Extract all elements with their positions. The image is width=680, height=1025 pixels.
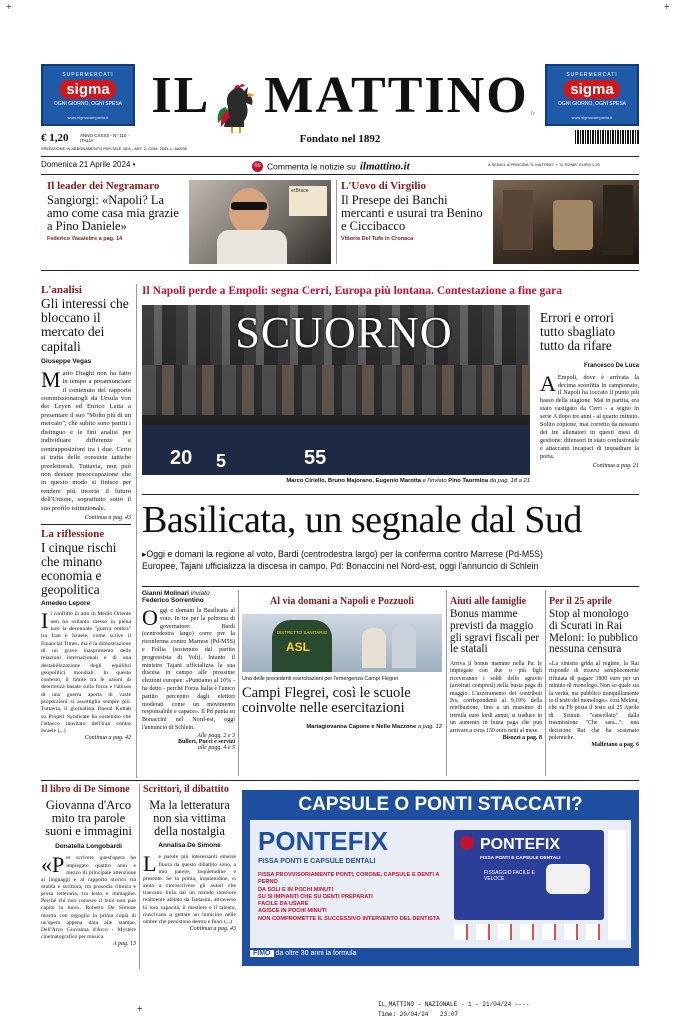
caption-mid: e l'inviato [422, 478, 447, 484]
kicker: L'Uovo di Virgilio [341, 180, 426, 192]
headline: Bonus mamme previsti da maggio gli sgravi fiscali per le statali [450, 608, 540, 656]
byline: Malfetano a pag. 6 [591, 742, 639, 749]
photo-caption [200, 478, 530, 484]
masthead-rule-2 [41, 174, 639, 175]
rooster-icon [214, 83, 260, 133]
body: Mario Draghi non ha fatto in tempo a preannunciare il contenuto del rapporto commissionatogli da Ursula von der Leyen ed Enrico Letta a presentare il suo "Molto più di un mercato", che subito sono partiti i distinguo e le fini analisi per individuare differenze e contrapposizioni tra i due. Certo si tratta delle consuete tattiche preelettorali. Tuttavia, non può non destare preoccupazione che in questo modo si finisce per rendere più incerto il futuro dell'Unione, soprattutto sotto il suo profilo istituzionale. [41, 366, 131, 512]
photo-fans [142, 305, 530, 475]
byline-1 [142, 590, 235, 597]
ad-pontefix[interactable] [242, 790, 639, 966]
col-divider [238, 590, 239, 776]
col-divider [139, 784, 140, 969]
footer-brand: FIMO [250, 950, 274, 957]
pages: Alle pagg. 2 e 3 [197, 732, 235, 739]
ad-foot: www.sigmacampania.it [67, 115, 109, 120]
shirt-number-1: 20 [170, 447, 193, 469]
vest-text: DISTRETTO SANITARIO [276, 630, 328, 635]
crop-mark-icon: + [6, 2, 12, 13]
comment-bar[interactable] [252, 157, 482, 173]
article-errori[interactable] [540, 311, 639, 491]
headline: Gli interessi che bloccano il mercato dei capitali [41, 296, 129, 354]
col-divider [136, 284, 137, 778]
footer-text: da oltre 30 anni la formula [275, 950, 357, 957]
ad-bullet: DA SOLI E IN POCHI MINUTI [258, 886, 333, 893]
shirt-number-2: 5 [216, 451, 227, 471]
ad-brand: sigma [60, 80, 115, 99]
body: «Per scrivere quest'opera ho impiegato quattro anni e mezzo di principale attenzione ai linguaggi e al rapporto storico tra oralità e scrittura, tra prosodia ritmica e prosa letteraria, tra testo e immagine. Perché chi non conosce il buio non può capire la luce». Roberto De Simone mostra con orgoglio la prima copia di un'opera appena data alle stampe, Dell'Arco Giovanna d'Arco - Mystère cinematografico per musica. [41, 852, 136, 941]
kicker: L'analisi [41, 284, 82, 296]
headline: Sangiorgi: «Napoli? La amo come casa mia grazie a Pino Daniele» [47, 193, 179, 234]
headline: Errori e orrori tutto sbagliato tutto da rifare [540, 310, 616, 353]
ad-bullet: FACILE DA USARE [258, 901, 309, 908]
continue: Continua a pag. 43 [84, 515, 131, 522]
ad-title: CAPSULE O PONTI STACCATI? [298, 794, 583, 815]
price: € 1,20 [41, 132, 69, 144]
ad-bullet: SU SI IMPIANTI CHE SU DENTI PREPARATI [258, 893, 373, 900]
ad-sigma-left[interactable] [41, 64, 135, 126]
deck-2: Europee, Tajani ufficializza la discesa in campo. Pd: Bonaccini nel Nord-est, oggi l'annuncio di Schlein [142, 560, 539, 571]
body: Oggi e domani la Basilicata al voto. In tre per la poltrona di governatore: Bardi (centrodestra largo) corre per la riconferma contro Marrese (Pd-M5S) e Follia (sostenuto dal partito progressista di Volt). Intanto il ministro Tajani ufficializza la sua discesa in campo alle prossime elezioni europee: «Puntiamo al 10% - ha detto - perché Forza Italia è l'unico partito percepito dagli elettori moderati come un movimento responsabile e capace». Il Pd punta su Bonaccini nel Nord-est, oggi l'annuncio di Schlein. [142, 605, 235, 731]
teaser-divider [336, 180, 337, 264]
kicker: Per il 25 aprile [549, 596, 612, 607]
headline: Ma la letteratura non sia vittima della nostalgia [149, 798, 230, 838]
kicker: Scrittori, il dibattito [143, 784, 229, 795]
ad-super: SUPERMERCATI [62, 72, 114, 78]
deck-1: Oggi e domani la regione al voto, Bardi (centrodestra largo) per la conferma contro Marrese (Pd-M5S) [146, 549, 543, 559]
byline-2: Federico Sorrentino [142, 597, 204, 604]
continue: Continua a pag. 43 [189, 926, 236, 932]
box-sub: FISSA PONTI E CAPSULE DENTALI [480, 856, 561, 861]
founded: Fondato nel 1892 [299, 133, 381, 145]
page-footer-line: IL_MATTINO - NAZIONALE - 1 - 21/04/24 ---- [378, 1001, 530, 1008]
football-strap: Il Napoli perde a Empoli: segna Cerri, Europa più lontana. Contestazione a fine gara [142, 284, 563, 297]
ad-brand: PONTEFIX [258, 826, 389, 856]
bottom-section-rule [41, 780, 639, 781]
kicker: Il leader dei Negramaro [47, 180, 160, 192]
author: Annalisa De Simone [158, 842, 221, 850]
kicker: Al via domani a Napoli e Pozzuoli [270, 596, 414, 607]
teaser-negramaro[interactable] [41, 180, 331, 264]
left-rule [41, 524, 131, 525]
deck-line-1 [142, 549, 639, 561]
col-divider [545, 590, 546, 776]
ad-bullets [258, 872, 448, 923]
photo-sangiorgi: erBrace [189, 180, 331, 264]
masthead-logo[interactable] [143, 67, 537, 126]
headline: Il Presepe dei Banchi mercanti e usurai tra Benino e Ciccibacco [341, 193, 483, 234]
lead-deck-rule [142, 586, 639, 587]
ad-teeth [454, 924, 604, 940]
photo-presepe [493, 180, 639, 264]
issue-info: ANNO CXXXII - N° 110 · ITALIA [80, 133, 130, 143]
teaser-virgilio[interactable] [341, 180, 639, 264]
masthead-star: ☆ [530, 111, 536, 117]
crop-mark-icon: + [664, 2, 670, 13]
body: AEmpoli, dove è arrivata la decima sconfitta in campionato, il Napoli ha toccato il punto più basso della stagione. Mai in partita, era stato castigato da Cerri - a segno in serie A dopo tre anni - al quarto minuto. Solito copione, mai corretto da nessuno dei tre allenatori in questi mesi di gestione: difensori in stato confusionale e attaccanti incapaci di inquadrare la porta. [540, 370, 639, 460]
author: Donatella Longobardi [55, 843, 122, 851]
ad-bullet: NON COMPROMETTE IL SUCCESSIVO INTERVENTO DEL DENTISTA [258, 915, 440, 922]
headline: Campi Flegrei, così le scuole coinvolte nelle esercitazioni [242, 685, 411, 717]
box-line: FISSAGGIO FACILE E VELOCE [484, 870, 535, 882]
ad-bullet: AGISCE IN POCHI MINUTI [258, 908, 327, 915]
box-brand: PONTEFIX [480, 836, 561, 853]
date: Domenica 21 Aprile 2024 • [41, 160, 136, 169]
article-families[interactable] [450, 596, 542, 776]
article-analysis[interactable] [41, 284, 131, 520]
scuorno-title: SCUORNO [235, 308, 453, 357]
continue: A pag. 13 [112, 941, 136, 948]
caption: Una delle precedenti esercitazioni per l'emergenza Campi Flegrei [242, 676, 398, 682]
lead-headline: Basilicata, un segnale dal Sud [142, 499, 582, 541]
crop-mark-icon: + [137, 1004, 143, 1015]
ad-side-text [608, 830, 626, 940]
byline [242, 724, 442, 730]
headline: Stop al monologo di Scurati in Rai Meloni: lo pubblico nessuna censura [549, 608, 638, 656]
continue: Continua a pag. 42 [84, 735, 131, 742]
caption-pages: da pag. 18 a 21 [489, 478, 530, 484]
regional-price: A SEDICI: A PROCIDA "IL MATTINO" + "IL ROMA" EURO 1,20 [488, 162, 600, 167]
byline-pages: a pag. 12 [417, 724, 442, 730]
ad-tag: OGNI GIORNO, OGNI SPESA [53, 101, 123, 107]
headline: Giovanna d'Arco mito tra parole suoni e immagini [45, 798, 132, 839]
barcode-label [575, 130, 639, 144]
caption-last: Pino Taormina [448, 478, 489, 484]
kicker: Aiuti alle famiglie [450, 596, 527, 607]
ad-super: SUPERMERCATI [566, 72, 618, 78]
ad-sigma-right[interactable] [545, 64, 639, 126]
time-value: 23:07 [440, 1011, 459, 1018]
ad-brand: sigma [564, 80, 619, 99]
body: Le parole più interessanti emerse finora da questo dibattito sono, a mio parere, inquietudine e presente. Se la prima, inquietudine, ci aiuta a circoscrivere gli autori che traevano linfa dal un mondo interiore realmente abitato da fantasmi, attraverso la loro capacità, il mestiere e il talento, riuscivano a gettare un lumicino nelle ombre che persistono dentro e fuori (...) [143, 851, 236, 925]
article-basilicata[interactable] [142, 590, 235, 776]
body: Arriva il bonus mamme nella Pa: le impiegate con due o più figli riceveranno i soldi dello sgravio (arretrati compresi) nella busta paga di maggio. L'azzeramento dei contributi Ivs, corrispondenti al 9,19% della retribuzione, fino a un massimo di tremila euro lordi annui, si traduce in un aumento in busta paga che può arrivare a circa 150 euro netti al mese. [450, 661, 542, 734]
kicker: Il libro di De Simone [41, 784, 130, 795]
article-book[interactable] [41, 784, 136, 969]
comment-bubble-icon: 66 [252, 161, 263, 172]
continue: Continua a pag. 21 [592, 462, 639, 469]
masthead-title-part2: MATTINO [264, 67, 529, 124]
body: Il conflitto in atto in Medio Oriente non ha soltanto messo in piena luce la decennale "guerra ombra" tra Iran e Israele, come scrive il Financial Times, ma è la dimostrazione di un grave inasprimento delle relazioni internazionali e di una destabilizzazione degli equilibri geopolitici mondiali. In questo contesto, il limite tra le azioni di deterrenza basate sulla forza e l'abisso di una guerra aperta di vaste proporzioni si assottiglia sempre più. Tuttavia, il giornalista Daoud Kuttab su Project Syndicate ha sostenuto che l'attacco inusitato dell'Iran contro Israele (...) [41, 608, 131, 735]
photo-esercitazione [242, 614, 442, 672]
asl-badge: ASL [286, 640, 310, 654]
byline: Vittorio Del Tufo in Cronaca [341, 236, 414, 243]
lead-deck [142, 549, 639, 573]
tube-shape [546, 864, 590, 894]
ad-sub: FISSA PONTI E CAPSULE DENTALI [258, 858, 376, 865]
time-label: Time: 20/04/24 [378, 1011, 429, 1018]
ad-footer [250, 950, 631, 964]
deck-arrow-icon: ▸ [142, 549, 147, 559]
caption-names: Marco Ciriello, Bruno Majorano, Eugenio Marotta [286, 478, 421, 484]
article-reflection[interactable] [41, 528, 131, 776]
shirt-number-3: 55 [304, 447, 327, 469]
author: Amedeo Lepore [41, 600, 91, 608]
article-flegrei[interactable] [242, 596, 442, 776]
author: Giuseppe Vegas [41, 357, 92, 365]
article-writers[interactable] [143, 784, 236, 969]
logo-circle-icon [460, 836, 474, 850]
postal-info: SPEDIZIONE IN ABBONAMENTO POSTALE 45% - ART. 2, COM. 20/B, L. 662/96 [41, 146, 187, 151]
site-name[interactable]: ilmattino.it [359, 160, 410, 173]
author: Francesco De Luca [583, 362, 639, 369]
kicker: La riflessione [41, 528, 105, 540]
masthead-title-part1: IL [151, 67, 211, 124]
extra: Bulleri, Pucci e servizi [178, 738, 235, 745]
ad-product-box [454, 830, 604, 920]
byline-1-role: inviato [190, 590, 210, 597]
lead-rule [142, 494, 639, 495]
ad-bullet: FISSA PROVVISORIAMENTE PONTI, CORONE, CAPSULE E DENTI A PERNO [258, 872, 440, 886]
section-rule [41, 270, 639, 271]
headline: I cinque rischi che minano economia e geopolitica [41, 540, 117, 597]
byline-names: Mariagiovanna Capone e Nello Mazzone [306, 724, 417, 730]
byline: Bisozzi a pag. 8 [502, 735, 542, 742]
byline: Federico Vacalebre a pag. 14 [47, 236, 123, 243]
body: «La sinistra grida al regime, la Rai risponde di essersi semplicemente rifiutata di pagare 1800 euro per un minuto di monologo. Non so quale sia la verità, ma pubblico tranquillamente io il testo del monologo». così Meloni, che su Fb posta il testo sul 25 Aprile di Scurati "cancellato" dalla trasmissione "Che sarà...": una decisione Rai che ha scatenato polemiche. [549, 661, 639, 742]
ad-tag: OGNI GIORNO, OGNI SPESA [557, 101, 627, 107]
comment-text: Commenta le notizie su [267, 161, 356, 172]
page-footer-time [378, 1011, 458, 1018]
col-divider [446, 590, 447, 776]
extra-pages: alle pagg. 4 e 5 [197, 744, 235, 751]
ad-foot: www.sigmacampania.it [571, 115, 613, 120]
byline-1-name: Gianni Molinari [142, 590, 189, 597]
article-april25[interactable] [549, 596, 639, 776]
